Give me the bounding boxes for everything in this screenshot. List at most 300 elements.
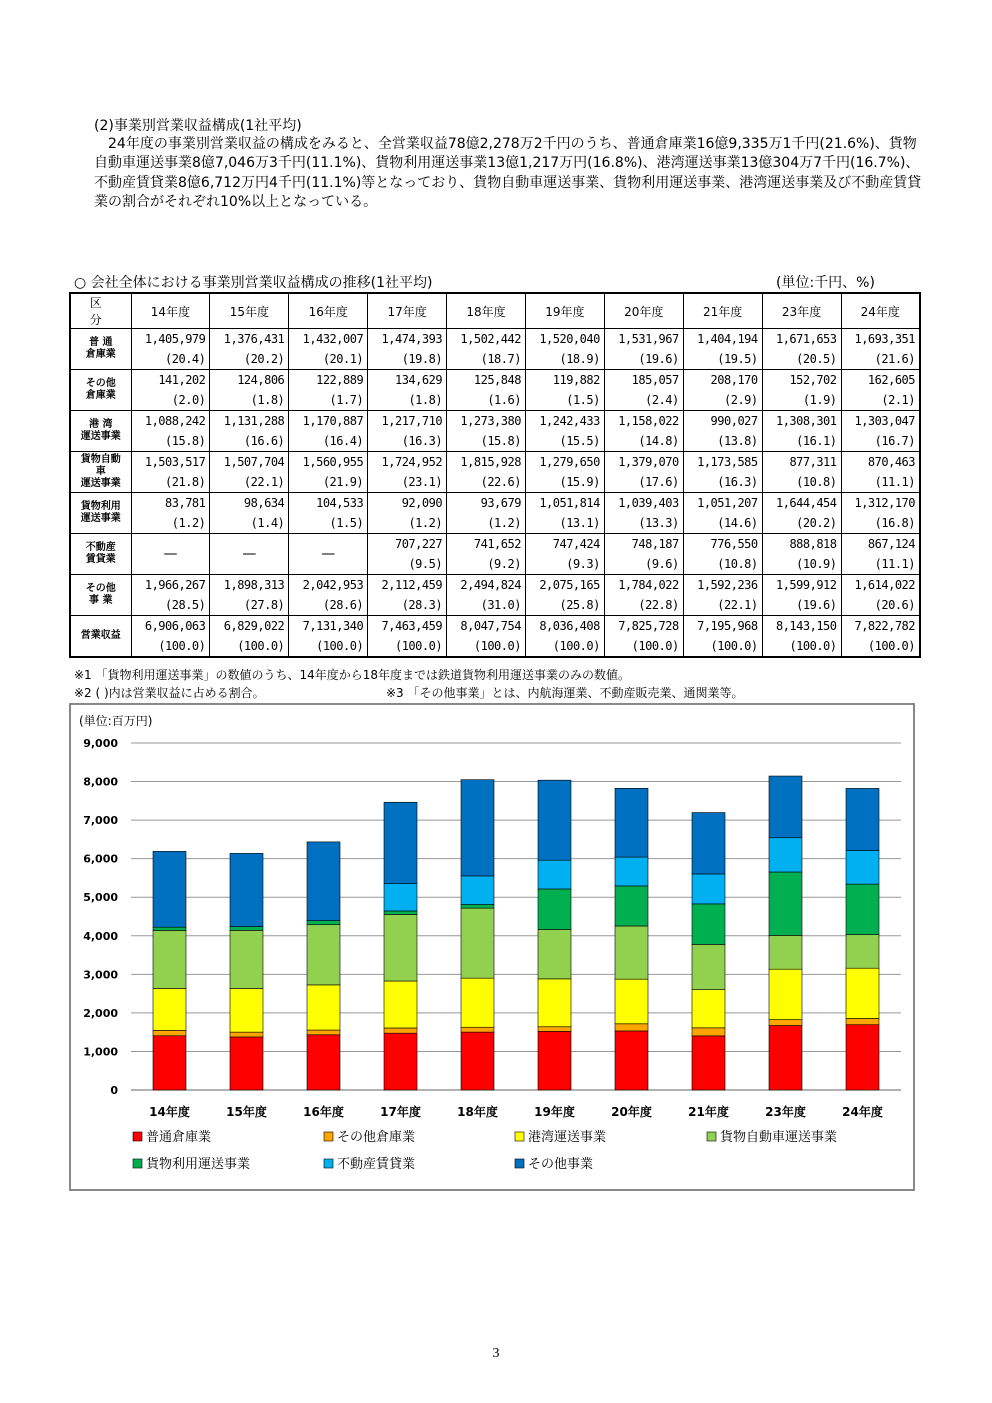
pct-cell: (22.8) xyxy=(604,595,683,616)
bar-segment xyxy=(615,857,648,886)
year-header: 14年度 xyxy=(131,293,210,329)
bar-segment xyxy=(153,927,186,930)
y-tick-label: 5,000 xyxy=(83,891,118,905)
bar-segment xyxy=(230,1037,263,1090)
x-tick-label: 20年度 xyxy=(611,1105,652,1119)
row-header: その他 倉庫業 xyxy=(70,370,131,411)
value-cell: 1,784,022 xyxy=(604,575,683,596)
pct-cell: (100.0) xyxy=(289,636,368,657)
pct-cell: (27.8) xyxy=(210,595,289,616)
value-cell: 7,822,782 xyxy=(841,616,920,637)
pct-cell: (14.8) xyxy=(604,431,683,452)
value-cell: 98,634 xyxy=(210,493,289,514)
value-cell: 134,629 xyxy=(368,370,447,391)
value-cell: 6,906,063 xyxy=(131,616,210,637)
pct-cell: (20.2) xyxy=(210,349,289,370)
table-row-pct xyxy=(70,390,920,411)
value-cell: — xyxy=(131,534,210,575)
value-cell: 1,815,928 xyxy=(447,452,526,473)
value-cell: 990,027 xyxy=(683,411,762,432)
value-cell: 1,474,393 xyxy=(368,329,447,350)
bar-segment xyxy=(230,989,263,1033)
year-header: 16年度 xyxy=(289,293,368,329)
bar-segment xyxy=(384,914,417,981)
pct-cell: (11.1) xyxy=(841,554,920,575)
bar-segment xyxy=(230,930,263,988)
value-cell: 1,614,022 xyxy=(841,575,920,596)
year-header: 24年度 xyxy=(841,293,920,329)
value-cell: 152,702 xyxy=(762,370,841,391)
pct-cell: (22.6) xyxy=(447,472,526,493)
value-cell: 1,693,351 xyxy=(841,329,920,350)
y-tick-label: 6,000 xyxy=(83,852,118,866)
bar-segment xyxy=(615,1031,648,1090)
bar-segment xyxy=(692,1036,725,1090)
pct-cell: (2.1) xyxy=(841,390,920,411)
table-row xyxy=(70,452,920,473)
value-cell: 208,170 xyxy=(683,370,762,391)
value-cell: 1,170,887 xyxy=(289,411,368,432)
table-row-pct xyxy=(70,636,920,657)
value-cell: 1,158,022 xyxy=(604,411,683,432)
value-cell: 1,173,585 xyxy=(683,452,762,473)
y-tick-label: 1,000 xyxy=(83,1045,118,1059)
table-header-row xyxy=(70,293,920,329)
pct-cell: (16.3) xyxy=(368,431,447,452)
row-header: 港 湾 運送事業 xyxy=(70,411,131,452)
pct-cell: (9.3) xyxy=(525,554,604,575)
bar-segment xyxy=(461,1032,494,1090)
table-row xyxy=(70,575,920,596)
value-cell: 1,966,267 xyxy=(131,575,210,596)
pct-cell: (22.1) xyxy=(210,472,289,493)
pct-cell: (1.5) xyxy=(289,513,368,534)
legend-swatch xyxy=(324,1132,333,1141)
table-row-pct xyxy=(70,472,920,493)
bar-segment xyxy=(692,944,725,989)
bar-segment xyxy=(692,990,725,1028)
bar-segment xyxy=(461,978,494,1027)
bar-segment xyxy=(461,876,494,905)
value-cell: 741,652 xyxy=(447,534,526,555)
bar-segment xyxy=(769,776,802,838)
x-tick-label: 21年度 xyxy=(688,1105,729,1119)
pct-cell: (16.3) xyxy=(683,472,762,493)
bar-segment xyxy=(230,853,263,926)
table-unit: (単位:千円、%) xyxy=(776,275,875,291)
pct-cell: (100.0) xyxy=(604,636,683,657)
bar-segment xyxy=(846,884,879,935)
value-cell: 867,124 xyxy=(841,534,920,555)
bar-segment xyxy=(769,1020,802,1026)
bar-segment xyxy=(846,935,879,969)
table-title: ○ 会社全体における事業別営業収益構成の推移(1社平均) xyxy=(74,275,433,291)
note-1: ※1 「貨物利用運送事業」の数値のうち、14年度から18年度までは鉄道貨物利用運送事業のみの数値。 xyxy=(74,668,631,682)
year-header: 18年度 xyxy=(447,293,526,329)
value-cell: 1,432,007 xyxy=(289,329,368,350)
bar-segment xyxy=(384,911,417,915)
pct-cell: (20.4) xyxy=(131,349,210,370)
value-cell: 1,531,967 xyxy=(604,329,683,350)
bar-segment xyxy=(307,985,340,1030)
value-cell: 92,090 xyxy=(368,493,447,514)
year-header: 21年度 xyxy=(683,293,762,329)
bar-segment xyxy=(384,802,417,883)
value-cell: 707,227 xyxy=(368,534,447,555)
bar-segment xyxy=(538,889,571,930)
bar-segment xyxy=(384,884,417,911)
pct-cell: (14.6) xyxy=(683,513,762,534)
x-tick-label: 17年度 xyxy=(380,1105,421,1119)
bar-segment xyxy=(769,872,802,935)
table-row xyxy=(70,329,920,350)
pct-cell: (100.0) xyxy=(525,636,604,657)
value-cell: 124,806 xyxy=(210,370,289,391)
x-tick-label: 23年度 xyxy=(765,1105,806,1119)
y-tick-label: 4,000 xyxy=(83,929,118,943)
value-cell: 748,187 xyxy=(604,534,683,555)
table-row xyxy=(70,616,920,637)
legend-swatch xyxy=(515,1132,524,1141)
value-cell: 1,503,517 xyxy=(131,452,210,473)
bar-segment xyxy=(384,1028,417,1033)
pct-cell: (9.2) xyxy=(447,554,526,575)
value-cell: 1,308,301 xyxy=(762,411,841,432)
legend-swatch xyxy=(515,1159,524,1168)
legend-label: 貨物自動車運送事業 xyxy=(720,1130,838,1145)
bar-segment xyxy=(538,979,571,1027)
pct-cell: (21.6) xyxy=(841,349,920,370)
legend-swatch xyxy=(133,1159,142,1168)
bar-segment xyxy=(307,1035,340,1090)
pct-cell: (15.8) xyxy=(447,431,526,452)
table-row xyxy=(70,534,920,555)
bar-segment xyxy=(769,1026,802,1090)
bar-segment xyxy=(153,930,186,988)
legend-label: 港湾運送事業 xyxy=(528,1130,607,1145)
bar-segment xyxy=(692,813,725,874)
pct-cell: (13.8) xyxy=(683,431,762,452)
value-cell: 1,724,952 xyxy=(368,452,447,473)
value-cell: 125,848 xyxy=(447,370,526,391)
pct-cell: (28.3) xyxy=(368,595,447,616)
pct-cell: (20.5) xyxy=(762,349,841,370)
pct-cell: (16.4) xyxy=(289,431,368,452)
table-row-pct xyxy=(70,513,920,534)
pct-cell: (20.2) xyxy=(762,513,841,534)
value-cell: 1,376,431 xyxy=(210,329,289,350)
legend-label: その他事業 xyxy=(528,1157,594,1172)
pct-cell: (28.6) xyxy=(289,595,368,616)
value-cell: 8,143,150 xyxy=(762,616,841,637)
value-cell: 1,303,047 xyxy=(841,411,920,432)
table-corner-header: 区 分 xyxy=(70,293,131,329)
value-cell: 1,592,236 xyxy=(683,575,762,596)
row-header: 営業収益 xyxy=(70,616,131,658)
pct-cell: (9.6) xyxy=(604,554,683,575)
row-header: 貨物自動 車 運送事業 xyxy=(70,452,131,493)
bar-segment xyxy=(153,1036,186,1090)
note-3: ※3 「その他事業」とは、内航海運業、不動産販売業、通関業等。 xyxy=(386,686,744,700)
pct-cell: (15.5) xyxy=(525,431,604,452)
pct-cell: (19.6) xyxy=(762,595,841,616)
pct-cell: (20.1) xyxy=(289,349,368,370)
value-cell: 776,550 xyxy=(683,534,762,555)
value-cell: 185,057 xyxy=(604,370,683,391)
value-cell: 1,217,710 xyxy=(368,411,447,432)
section-heading: (2)事業別営業収益構成(1社平均) xyxy=(94,118,302,134)
pct-cell: (28.5) xyxy=(131,595,210,616)
value-cell: 122,889 xyxy=(289,370,368,391)
pct-cell: (10.9) xyxy=(762,554,841,575)
bar-segment xyxy=(230,1032,263,1037)
value-cell: 747,424 xyxy=(525,534,604,555)
y-tick-label: 2,000 xyxy=(83,1006,118,1020)
value-cell: 1,312,170 xyxy=(841,493,920,514)
value-cell: 1,404,194 xyxy=(683,329,762,350)
value-cell: 2,042,953 xyxy=(289,575,368,596)
year-header: 20年度 xyxy=(604,293,683,329)
year-header: 15年度 xyxy=(210,293,289,329)
legend-swatch xyxy=(324,1159,333,1168)
pct-cell: (16.7) xyxy=(841,431,920,452)
value-cell: 8,047,754 xyxy=(447,616,526,637)
bar-segment xyxy=(461,1027,494,1032)
bar-segment xyxy=(615,788,648,857)
table-row-pct xyxy=(70,595,920,616)
pct-cell: (9.5) xyxy=(368,554,447,575)
value-cell: 1,379,070 xyxy=(604,452,683,473)
pct-cell: (1.2) xyxy=(131,513,210,534)
pct-cell: (13.1) xyxy=(525,513,604,534)
value-cell: 2,494,824 xyxy=(447,575,526,596)
bar-segment xyxy=(538,1031,571,1090)
pct-cell: (1.2) xyxy=(368,513,447,534)
bar-segment xyxy=(846,851,879,884)
bar-segment xyxy=(307,921,340,925)
pct-cell: (19.5) xyxy=(683,349,762,370)
pct-cell: (20.6) xyxy=(841,595,920,616)
row-header: 貨物利用 運送事業 xyxy=(70,493,131,534)
legend-swatch xyxy=(133,1132,142,1141)
pct-cell: (18.9) xyxy=(525,349,604,370)
pct-cell: (2.4) xyxy=(604,390,683,411)
pct-cell: (100.0) xyxy=(447,636,526,657)
pct-cell: (100.0) xyxy=(210,636,289,657)
bar-segment xyxy=(692,1028,725,1036)
pct-cell: (17.6) xyxy=(604,472,683,493)
bar-segment xyxy=(307,842,340,921)
bar-segment xyxy=(538,780,571,860)
value-cell: 119,882 xyxy=(525,370,604,391)
pct-cell: (11.1) xyxy=(841,472,920,493)
pct-cell: (15.9) xyxy=(525,472,604,493)
bar-segment xyxy=(846,788,879,850)
pct-cell: (100.0) xyxy=(368,636,447,657)
pct-cell: (100.0) xyxy=(131,636,210,657)
legend-label: その他倉庫業 xyxy=(337,1130,416,1145)
bar-segment xyxy=(846,1018,879,1024)
pct-cell: (10.8) xyxy=(762,472,841,493)
bar-segment xyxy=(230,927,263,931)
value-cell: 6,829,022 xyxy=(210,616,289,637)
x-tick-label: 14年度 xyxy=(149,1105,190,1119)
bar-segment xyxy=(769,969,802,1019)
pct-cell: (1.4) xyxy=(210,513,289,534)
pct-cell: (22.1) xyxy=(683,595,762,616)
value-cell: 2,112,459 xyxy=(368,575,447,596)
pct-cell: (19.6) xyxy=(604,349,683,370)
row-header: 不動産 賃貸業 xyxy=(70,534,131,575)
bar-segment xyxy=(615,1024,648,1031)
value-cell: 888,818 xyxy=(762,534,841,555)
value-cell: 1,051,207 xyxy=(683,493,762,514)
value-cell: 877,311 xyxy=(762,452,841,473)
legend-swatch xyxy=(707,1132,716,1141)
table-row xyxy=(70,493,920,514)
bar-segment xyxy=(769,935,802,969)
bar-segment xyxy=(692,904,725,945)
pct-cell: (1.6) xyxy=(447,390,526,411)
value-cell: 7,463,459 xyxy=(368,616,447,637)
pct-cell: (1.9) xyxy=(762,390,841,411)
value-cell: 1,088,242 xyxy=(131,411,210,432)
bar-segment xyxy=(307,1030,340,1035)
pct-cell: (15.8) xyxy=(131,431,210,452)
revenue-table xyxy=(69,292,921,658)
value-cell: 7,195,968 xyxy=(683,616,762,637)
legend-label: 不動産賃貸業 xyxy=(337,1157,416,1172)
pct-cell: (100.0) xyxy=(762,636,841,657)
table-row-pct xyxy=(70,349,920,370)
chart-unit-label: (単位:百万円) xyxy=(79,714,153,728)
pct-cell: (100.0) xyxy=(683,636,762,657)
pct-cell: (1.2) xyxy=(447,513,526,534)
value-cell: 870,463 xyxy=(841,452,920,473)
value-cell: 8,036,408 xyxy=(525,616,604,637)
bar-segment xyxy=(615,979,648,1024)
pct-cell: (21.9) xyxy=(289,472,368,493)
pct-cell: (16.6) xyxy=(210,431,289,452)
value-cell: 1,051,814 xyxy=(525,493,604,514)
pct-cell: (1.8) xyxy=(210,390,289,411)
pct-cell: (100.0) xyxy=(841,636,920,657)
value-cell: 1,671,653 xyxy=(762,329,841,350)
value-cell: 141,202 xyxy=(131,370,210,391)
note-2: ※2 ( )内は営業収益に占める割合。 xyxy=(74,686,265,700)
value-cell: 1,898,313 xyxy=(210,575,289,596)
pct-cell: (2.0) xyxy=(131,390,210,411)
row-header: その他 事 業 xyxy=(70,575,131,616)
value-cell: 1,520,040 xyxy=(525,329,604,350)
bar-segment xyxy=(307,925,340,985)
value-cell: 2,075,165 xyxy=(525,575,604,596)
pct-cell: (31.0) xyxy=(447,595,526,616)
value-cell: — xyxy=(210,534,289,575)
value-cell: 1,131,288 xyxy=(210,411,289,432)
bar-segment xyxy=(846,1025,879,1090)
row-header: 普 通 倉庫業 xyxy=(70,329,131,370)
pct-cell: (1.8) xyxy=(368,390,447,411)
x-tick-label: 19年度 xyxy=(534,1105,575,1119)
y-tick-label: 7,000 xyxy=(83,814,118,828)
value-cell: 104,533 xyxy=(289,493,368,514)
value-cell: 1,599,912 xyxy=(762,575,841,596)
value-cell: 1,279,650 xyxy=(525,452,604,473)
value-cell: 1,242,433 xyxy=(525,411,604,432)
value-cell: 1,502,442 xyxy=(447,329,526,350)
legend-label: 貨物利用運送事業 xyxy=(146,1157,251,1172)
pct-cell: (13.3) xyxy=(604,513,683,534)
value-cell: 83,781 xyxy=(131,493,210,514)
y-tick-label: 9,000 xyxy=(83,737,118,750)
bar-segment xyxy=(461,905,494,909)
pct-cell: (1.5) xyxy=(525,390,604,411)
bar-segment xyxy=(153,1030,186,1035)
pct-cell: (19.8) xyxy=(368,349,447,370)
pct-cell: (10.8) xyxy=(683,554,762,575)
value-cell: 1,560,955 xyxy=(289,452,368,473)
value-cell: 1,507,704 xyxy=(210,452,289,473)
bar-segment xyxy=(615,886,648,926)
x-tick-label: 16年度 xyxy=(303,1105,344,1119)
bar-segment xyxy=(846,968,879,1018)
value-cell: 1,405,979 xyxy=(131,329,210,350)
table-row xyxy=(70,370,920,391)
year-header: 17年度 xyxy=(368,293,447,329)
value-cell: 93,679 xyxy=(447,493,526,514)
pct-cell: (21.8) xyxy=(131,472,210,493)
table-row-pct xyxy=(70,431,920,452)
pct-cell: (1.7) xyxy=(289,390,368,411)
bar-segment xyxy=(615,926,648,979)
stacked-bar-chart xyxy=(71,705,913,1189)
value-cell: 1,273,380 xyxy=(447,411,526,432)
bar-segment xyxy=(461,908,494,978)
y-tick-label: 3,000 xyxy=(83,968,118,982)
value-cell: 7,825,728 xyxy=(604,616,683,637)
bar-segment xyxy=(384,981,417,1028)
legend-label: 普通倉庫業 xyxy=(146,1130,212,1145)
value-cell: 1,644,454 xyxy=(762,493,841,514)
pct-cell: (16.1) xyxy=(762,431,841,452)
pct-cell: (16.8) xyxy=(841,513,920,534)
value-cell: 1,039,403 xyxy=(604,493,683,514)
value-cell: 162,605 xyxy=(841,370,920,391)
value-cell: 7,131,340 xyxy=(289,616,368,637)
year-header: 19年度 xyxy=(525,293,604,329)
year-header: 23年度 xyxy=(762,293,841,329)
x-tick-label: 15年度 xyxy=(226,1105,267,1119)
pct-cell: (2.9) xyxy=(683,390,762,411)
summary-paragraph: 24年度の事業別営業収益の構成をみると、全営業収益78億2,278万2千円のうち、普通倉庫業16億9,335万1千円(21.6%)、貨物自動車運送事業8億7,046万3千円(11.1%)、貨物利用運送事業13億1,217万円(16.8%)、港湾運送事業13億304万7千円(16.7%)、不動産賃貸業8億6,712万円4千円(11.1%)等となっており、貨物自動車運送事業、貨物利用運送事業、港湾運送事業及び不動産賃貸業の割合がそれぞれ10%以上となっている。 xyxy=(94,136,922,210)
pct-cell: (23.1) xyxy=(368,472,447,493)
chart-frame xyxy=(69,703,915,1191)
page-number: 3 xyxy=(492,1346,500,1361)
y-tick-label: 8,000 xyxy=(83,775,118,789)
bar-segment xyxy=(692,874,725,904)
bar-segment xyxy=(153,851,186,927)
x-tick-label: 24年度 xyxy=(842,1105,883,1119)
table-row xyxy=(70,411,920,432)
bar-segment xyxy=(769,838,802,872)
bar-segment xyxy=(153,988,186,1030)
pct-cell: (25.8) xyxy=(525,595,604,616)
value-cell: — xyxy=(289,534,368,575)
y-tick-label: 0 xyxy=(110,1084,118,1097)
bar-segment xyxy=(538,930,571,979)
bar-segment xyxy=(461,780,494,876)
